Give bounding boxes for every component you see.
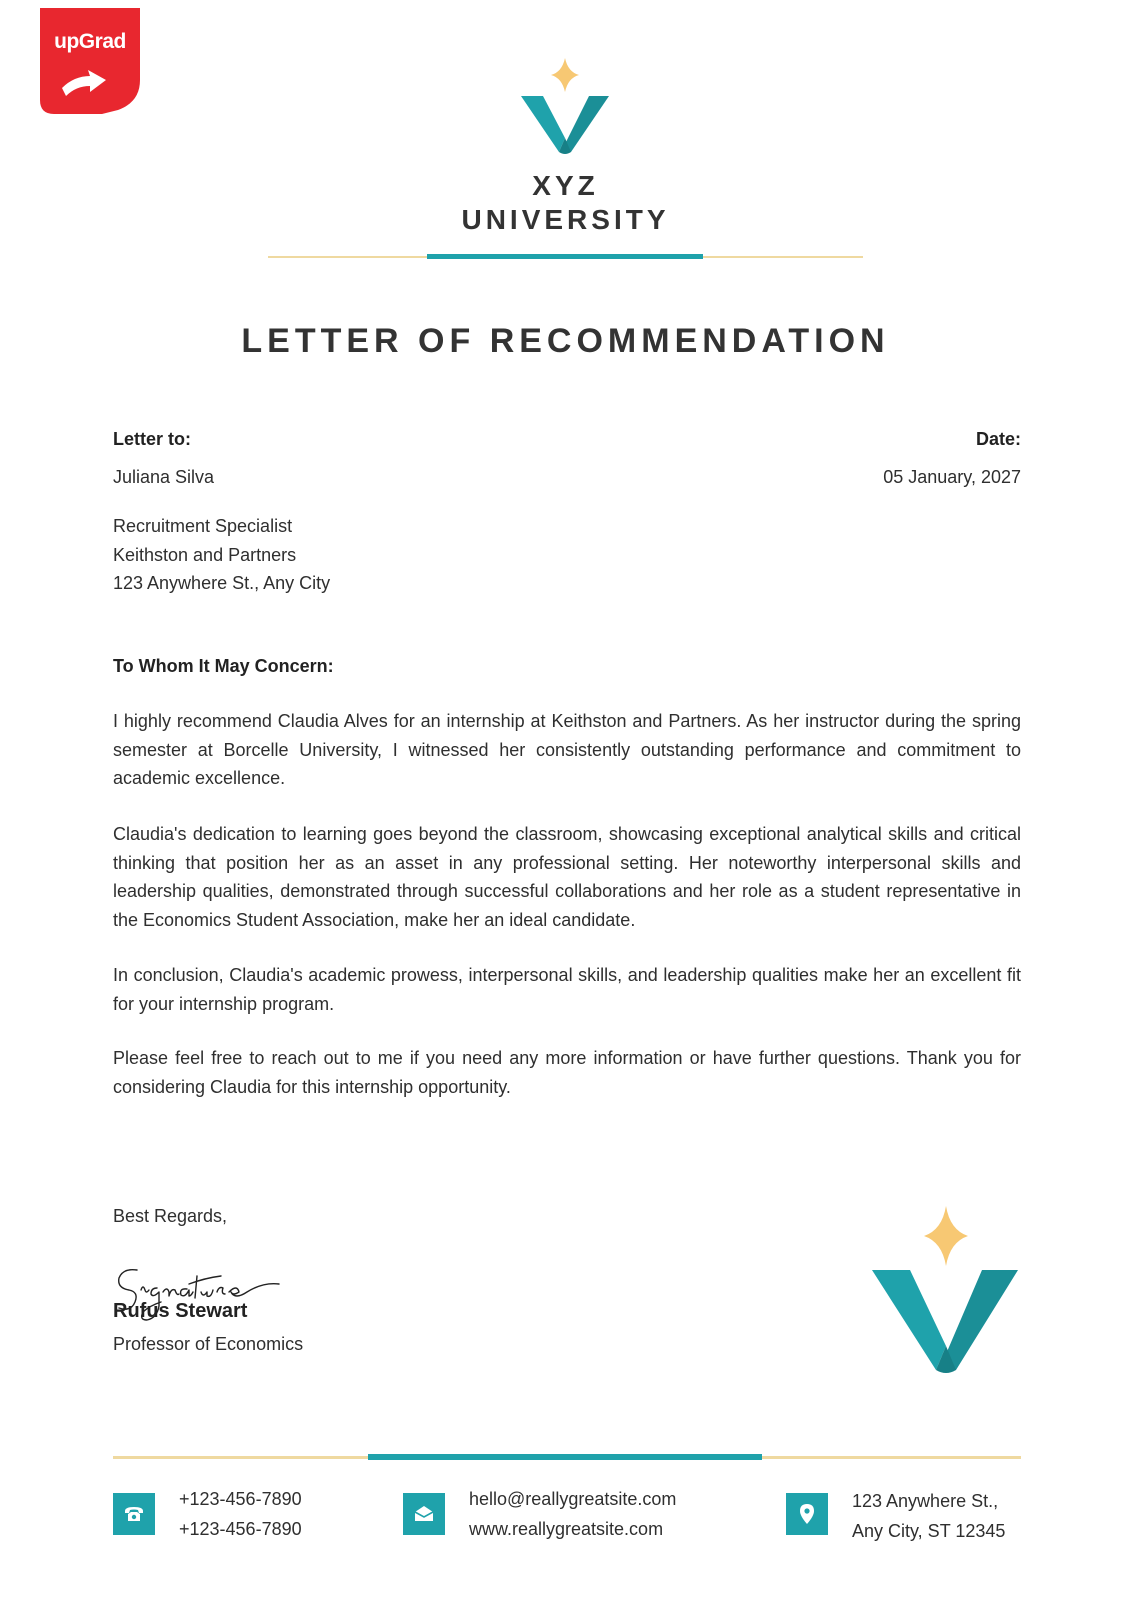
phone-numbers — [179, 1484, 302, 1544]
body-paragraph-4 — [113, 1044, 1021, 1101]
phone-number-1: +123-456-7890 — [179, 1489, 302, 1509]
university-name-line1: XYZ — [532, 170, 599, 201]
footer-address — [852, 1486, 1005, 1546]
mail-icon — [403, 1493, 445, 1535]
university-name-line2: UNIVERSITY — [461, 204, 670, 235]
footer-address-line2: Any City, ST 12345 — [852, 1521, 1006, 1541]
email-address[interactable]: hello@reallygreatsite.com — [469, 1489, 677, 1509]
body-paragraph-3 — [113, 961, 1021, 1018]
date-label: Date: — [975, 429, 1021, 449]
website-url[interactable]: www.reallygreatsite.com — [469, 1519, 664, 1539]
date-value: 05 January, 2027 — [883, 467, 1021, 487]
recipient-company: Keithston and Partners — [113, 544, 297, 565]
phone-number-2: +123-456-7890 — [179, 1519, 302, 1539]
body-paragraph-1 — [113, 707, 1021, 793]
location-pin-icon — [786, 1493, 828, 1535]
upgrad-logo-text: upGrad — [54, 30, 126, 53]
recipient-address-block — [113, 512, 330, 598]
paragraph-text: Please feel free to reach out to me if you need any more information or have further questions. Thank you for considering Claudia for this internship opportunity. — [113, 1048, 1021, 1097]
paragraph-text: Claudia's dedication to learning goes beyond the classroom, showcasing exceptional analytical skills and critical thinking that position her as an asset in any professional setting. Her noteworthy interpersonal skills and leadership qualities, demonstrated through successful collaborations and her role as a student representative in the Economics Student Association, make her an ideal candidate. — [113, 824, 1021, 930]
document-title: LETTER OF RECOMMENDATION — [241, 322, 890, 360]
header-divider-teal — [427, 254, 703, 259]
paragraph-text: I highly recommend Claudia Alves for an internship at Keithston and Partners. As her instructor during the spring semester at Borcelle University, I witnessed her consistently outstanding performance and commitment to academic excellence. — [113, 711, 1021, 788]
footer-divider-teal — [368, 1454, 762, 1460]
signatory-title: Professor of Economics — [113, 1334, 304, 1354]
footer-address-line1: 123 Anywhere St., — [852, 1491, 999, 1511]
recipient-address: 123 Anywhere St., Any City — [113, 573, 331, 593]
recipient-position: Recruitment Specialist — [113, 516, 293, 536]
phone-icon — [113, 1493, 155, 1535]
body-paragraph-2 — [113, 820, 1021, 934]
signatory-name: Rufus Stewart — [113, 1300, 248, 1322]
letter-to-label: Letter to: — [113, 429, 191, 449]
email-and-website — [469, 1484, 676, 1544]
upgrad-logo — [40, 8, 140, 114]
paragraph-text: In conclusion, Claudia's academic prowess, interpersonal skills, and leadership qualities make her an excellent fit for your internship program. — [113, 965, 1021, 1014]
closing-regards: Best Regards, — [113, 1206, 228, 1226]
recipient-name: Juliana Silva — [113, 467, 215, 487]
university-logo-large-icon — [870, 1206, 1020, 1378]
university-logo-icon — [519, 58, 611, 158]
salutation: To Whom It May Concern: — [113, 656, 334, 676]
